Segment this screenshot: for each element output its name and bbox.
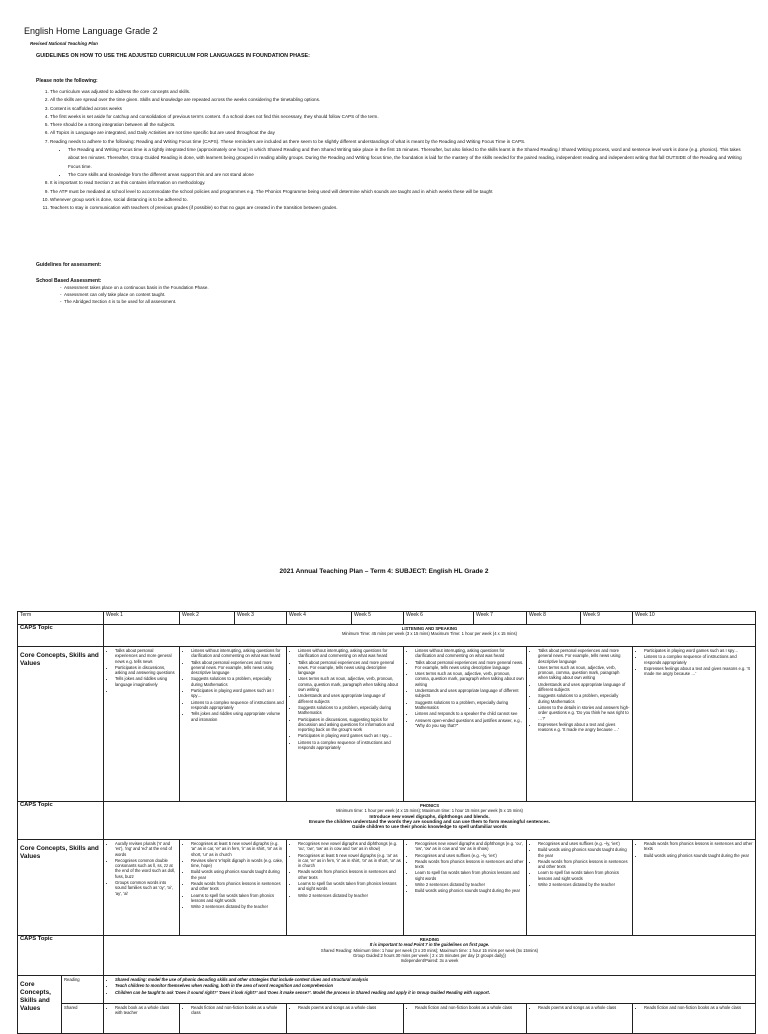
listening-item: • Listens to the details in stories and answers high-order questions e.g. 'Do you think he was right to …?': [538, 705, 630, 721]
reading-week10: [633, 1004, 756, 1034]
phonics-line: Introduce new vowel digraphs, diphthongs and blends.: [369, 813, 490, 819]
listening-item: • Answers open-ended questions and justifies answer, e.g., "Why do you say that?": [415, 718, 524, 729]
core-concepts-label: Core Concepts, Skills and Values: [18, 840, 104, 936]
reading-weekly-row: [18, 1004, 756, 1034]
assessment-heading: Guidelines for assessment:: [36, 262, 102, 268]
listening-content-row: [18, 647, 756, 802]
phonics-item: • Recognises at least 5 new vowel digraphs (e.g. 'ar' as in car, 'er' as in fern, 'ir' as in shirt, 'or' as in short, 'ur' as in church: [191, 841, 284, 857]
reading-item: • Reads fiction and non-fiction books as a whole class: [644, 1005, 753, 1010]
listening-item: • Listens without interrupting, asking questions for clarification and commenting on what was heard: [415, 648, 524, 659]
listening-item: • Talks about personal experiences and more general news. For example, tells news using descriptive language: [191, 660, 284, 676]
listening-item: • Talks about personal experiences and more general news. For example, tells news using descriptive language: [415, 660, 524, 671]
reading-week2-3: [180, 1004, 287, 1034]
reading-topic-row: [18, 936, 756, 976]
note-item: 2. All the skills are spread over the time given. Skills and knowledge are repeated across the weeks considering the timetabling options.: [50, 96, 750, 104]
listening-item: • Uses terms such as noun, adjective, verb, pronoun, comma, question mark, paragraph when talking about own writing: [298, 676, 401, 692]
listening-week2-3: [180, 647, 287, 802]
term-label: Term: [18, 612, 104, 625]
shared-reading-item: • Shared reading: model the use of phonic decoding skills and other strategies that include context clues and structural analysis: [115, 977, 753, 982]
shared-reading-item: • Teach children to monitor themselves when reading, both in the area of word recognition and comprehension: [115, 983, 753, 988]
reading-week4-5: [287, 1004, 404, 1034]
listening-item: • Understands and uses appropriate language of different subjects: [415, 688, 524, 699]
note-item: 5. There should be a strong integration between all the subjects.: [50, 121, 750, 129]
listening-topic-row: [18, 625, 756, 647]
phonics-item: • Write 2 sentences dictated by the teacher: [538, 882, 630, 887]
listening-week1: [104, 647, 180, 802]
reading-week8-9: [527, 1004, 633, 1034]
week-header: Week 5: [352, 612, 404, 625]
sba-heading: School Based Assessment:: [36, 278, 102, 284]
phonics-item: • Reads words from phonics lessons in sentences and other texts: [644, 841, 753, 852]
caps-topic-label: CAPS Topic: [18, 936, 104, 976]
note-item: 4. The first weeks is set aside for catchup and consolidation of previous term's content. If a school does not find this necessary, they should follow CAPS of the term.: [50, 113, 750, 121]
phonics-item: • Write 2 sentences dictated by teacher: [415, 882, 524, 887]
phonics-item: • Learn to spell fan words taken from phonics lessons and sight words: [415, 870, 524, 881]
reading-title: READING: [419, 937, 440, 942]
phonics-item: • Build words using phonics sounds taught during the year: [415, 888, 524, 893]
header-row: [18, 612, 756, 625]
listening-week6-7: [404, 647, 527, 802]
week-header: Week 3: [235, 612, 287, 625]
phonics-topic: [104, 802, 756, 840]
sba-item: - Assessment takes place on a continuous basis in the Foundation Phase.: [64, 285, 209, 292]
phonics-item: • Aurally revises plurals ('s' and 'es'), 'ing' and 'ed' at the end of words: [115, 841, 177, 857]
listening-item: • Participates in discussions, suggesting topics for discussion and asking questions for information and reporting back on the group's work: [298, 717, 401, 733]
reading-shared-row: [18, 976, 756, 1004]
listening-item: • Participates in playing word games such as I spy…: [644, 648, 753, 653]
phonics-item: • Revises silent 'e'/split digraph in words (e.g. cake, time, hope): [191, 858, 284, 869]
document-subtitle: Revised National Teaching Plan: [30, 41, 98, 46]
listening-item: • Uses terms such as noun, adjective, verb, pronoun, comma, question mark, paragraph when talking about own writing: [415, 671, 524, 687]
reading-topic: [104, 936, 756, 976]
listening-item: • Listens without interrupting, asking questions for clarification and commenting on what was heard: [191, 648, 284, 659]
phonics-item: • Learn to spell fan words taken from phonics lessons and sight words: [538, 870, 630, 881]
week-header: Week 8: [527, 612, 581, 625]
reading-week6-7: [404, 1004, 527, 1034]
reading-item: • Reads fiction and non-fiction books as a whole class: [191, 1005, 284, 1016]
listening-item: • Tells jokes and riddles using appropriate volume and intonation: [191, 711, 284, 722]
note-item: 9. The ATP must be mediated at school level to accommodate the school policies and programmes e.g. The Phonics Programme being used will determine which sounds are taught and in which weeks these will be taught: [50, 188, 750, 196]
phonics-week10: [633, 840, 756, 936]
phonics-week8-9: [527, 840, 633, 936]
week-header: Week 7: [474, 612, 527, 625]
listening-item: • Expresses feelings about a text and gives reasons e.g. 'It made me angry because …': [538, 722, 630, 733]
phonics-item: • Build words using phonics sounds taught during the year: [191, 869, 284, 880]
caps-topic-label: CAPS Topic: [18, 802, 104, 840]
reading-time: Shared Reading: Minimum time: 1 hour per week (3 x 20 mins); Maximum time: 1 hour 15 mins per week (5x 15mins): [320, 947, 539, 953]
sba-item: - Assessment can only take place on content taught.: [64, 292, 209, 299]
phonics-item: • Recognises common double consonants such as ll, ss, zz at the end of the word such as doll, fuss, buzz: [115, 858, 177, 879]
listening-item: [115, 688, 177, 693]
shared-reading-notes: [104, 976, 756, 1004]
listening-time: Minimum Time: 45 mins per week (3 x 15 mins) Maximum Time: 1 hour per week (4 x 15 mins): [342, 631, 517, 637]
listening-item: • Listens to a complex sequence of instructions and responds appropriately: [191, 700, 284, 711]
phonics-week6-7: [404, 840, 527, 936]
listening-item: • Listens to a complex sequence of instructions and responds appropriately: [298, 740, 401, 751]
listening-item: • Listens and responds to a speaker the child cannot see: [415, 711, 524, 716]
reading-item: • Reads fiction and non-fiction books as a whole class: [415, 1005, 524, 1010]
listening-item: • Suggests solutions to a problem, especially during Mathematics: [538, 693, 630, 704]
notes-heading: Please note the following:: [36, 78, 98, 84]
phonics-line: Guide children to use their phonic knowledge to spell unfamiliar words: [352, 824, 507, 830]
week-header: Week 6: [404, 612, 474, 625]
reading-item: • Reads poems and songs as a whole class: [298, 1005, 401, 1010]
listening-item: • Suggests solutions to a problem, especially during Mathematics: [298, 705, 401, 716]
listening-item: • Talks about personal experiences and more general news e.g. tells news: [115, 648, 177, 664]
phonics-item: • Write 2 sentences dictated by the teacher: [191, 904, 284, 909]
reading-week1: [104, 1004, 180, 1034]
listening-item: • Suggests solutions to a problem, especially during Mathematics: [191, 676, 284, 687]
phonics-item: • Recognises new vowel digraphs and diphthongs (e.g. 'ou', 'ow', 'ow' as in cow and 'ow' as in show): [415, 841, 524, 852]
listening-item: • Uses terms such as noun, adjective, verb, pronoun, comma, question mark, paragraph when talking about own writing: [538, 665, 630, 681]
phonics-week1: [104, 840, 180, 936]
listening-week10: [633, 647, 756, 802]
phonics-item: • Recognises and uses suffixes (e.g. –ly, 'ies'): [415, 853, 524, 858]
week-header: Week 10: [633, 612, 756, 625]
sba-item: - The Abridged Section 4 is to be used for all assessment.: [64, 299, 209, 306]
phonics-item: • Learns to spell fan words taken from phonics lessons and sight words: [298, 881, 401, 892]
listening-item: • Listens to a complex sequence of instructions and responds appropriately: [644, 654, 753, 665]
phonics-item: • Recognises at least 5 new vowel digraphs (e.g. 'ar' as in car, 'er' as in fern, 'ir' as in shirt, 'or' as in short, 'ur' as in church: [298, 853, 401, 869]
phonics-time: Minimum time: 1 hour per week (4 x 15 mins); Maximum time: 1 hour 15 mins per week (5 x 15 mins): [336, 808, 523, 814]
phonics-week2-3: [180, 840, 287, 936]
listening-item: • Expresses feelings about a text and gives reasons e.g. 'It made me angry because …': [644, 666, 753, 677]
caps-topic-label: CAPS Topic: [18, 625, 104, 647]
reading-independent-time: Independent/Paired: 3x a week: [400, 958, 459, 964]
shared-reading-item: • Children can be taught to ask 'Does it sound right?' 'Does it look right?' and 'Does it make sense?'. Model the process in Shared reading and apply it in Group Guided Reading with support.: [115, 990, 753, 995]
listening-item: • Talks about personal experiences and more general news. For example, tells news using descriptive language: [298, 660, 401, 676]
shared-label: Shared: [62, 1004, 104, 1034]
note-item: 6. All Topics in Language are integrated, and Daily Activities are not time specific but are used throughout the day: [50, 129, 750, 137]
phonics-title: PHONICS: [419, 803, 440, 808]
reading-item: • Reads poems and songs as a whole class: [538, 1005, 630, 1010]
listening-item: • Suggests solutions to a problem, especially during Mathematics: [415, 700, 524, 711]
phonics-item: • Reads words from phonics lessons in sentences and other texts: [298, 869, 401, 880]
reading-item: • Reads book as a whole class with teacher: [115, 1005, 177, 1016]
listening-item: • Understands and uses appropriate language of different subjects: [538, 682, 630, 693]
note-item: 8. It is important to read Section 2 as this contains information on methodology.: [50, 179, 750, 187]
plan-title: 2021 Annual Teaching Plan – Term 4: SUBJECT: English HL Grade 2: [279, 568, 489, 575]
week-header: Week 1: [104, 612, 180, 625]
listening-item: • Listens without interrupting, asking questions for clarification and commenting on what was heard: [298, 648, 401, 659]
listening-title: LISTENING AND SPEAKING: [401, 626, 458, 631]
listening-item: • Talks about personal experiences and more general news. For example, tells news using descriptive language: [538, 648, 630, 664]
note-item: 11. Teachers to stay in communication with teachers of previous grades (if possible) so that no gaps are created in the transition between grades.: [50, 204, 750, 212]
listening-item: • Tells jokes and riddles using language imaginatively: [115, 676, 177, 687]
shared-reading-label: Reading: [62, 976, 104, 1004]
note-item: 3. Content is scaffolded across weeks: [50, 105, 750, 113]
core-concepts-label: Core Concepts, Skills and Values: [18, 647, 104, 802]
phonics-item: • Build words using phonics sounds taught during the year: [538, 847, 630, 858]
phonics-week4-5: [287, 840, 404, 936]
reading-note: It is important to read Point 7 in the guidelines on first page.: [369, 942, 490, 948]
phonics-line: Ensure the children understand the words they are sounding and can use them to form meaningful sentences.: [309, 818, 550, 824]
listening-topic: [104, 625, 756, 647]
note-item-text: Reading needs to adhere to the following: Reading and Writing Focus time (CAPS). These reminders are included as there seem to be slightly different understandings of what is meant by the Reading and Writing Focus Time in CAPS.: [50, 138, 526, 144]
listening-item: • Participates in discussions, asking and answering questions: [115, 665, 177, 676]
phonics-content-row: [18, 840, 756, 936]
teaching-plan-table: [17, 611, 756, 1034]
phonics-item: • Reads words from phonics lessons in sentences and other texts: [415, 859, 524, 870]
phonics-item: • Recognises new vowel digraphs and diphthongs (e.g. 'ou', 'ow', 'ow' as in cow and 'ow' as in show): [298, 841, 401, 852]
phonics-item: • Build words using phonics sounds taught during the year: [644, 853, 753, 858]
note-item: 1. The curriculum was adjusted to address the core concepts and skills.: [50, 88, 750, 96]
phonics-topic-row: [18, 802, 756, 840]
reading-group-time: Group Guided:2 hours 30 mins per week ( 2 x 15 minutes per day (2 groups daily)): [353, 952, 506, 958]
week-header: Week 4: [287, 612, 352, 625]
phonics-item: • Learns to spell fan words taken from phonics lessons and sight words: [191, 893, 284, 904]
sba-list: [52, 285, 209, 305]
phonics-item: • Recognises and uses suffixes (e.g. –ly, 'ies'): [538, 841, 630, 846]
listening-item: • Understands and uses appropriate language of different subjects: [298, 693, 401, 704]
phonics-item: • Reads words from phonics lessons in sentences and other texts: [191, 881, 284, 892]
note-sub-item: • The Reading and Writing Focus time is a tightly integrated time (approximately one hour) in which Shared Reading and then Shared Writing take place in the first 15 minutes. Thereafter, but also linked to the skills learnt in the Shared Reading / Shared Writing process, word and sentence level work is done (e.g. phonics). This takes about ten minutes. Thereafter, Group Guided Reading is done, with learners being grouped in reading ability groups. During the Reading and Writing focus time, the foundation is laid for the mastery of the skills needed for the paired reading, independent reading and independent writing that fall OUTSIDE of the Reading and Writing Focus time.: [68, 146, 750, 171]
note-sub-list: [50, 146, 750, 179]
phonics-item: • Reads words from phonics lessons in sentences and other texts: [538, 859, 630, 870]
phonics-item: • Groups common words into sound families such as 'oy', 'oi', 'ay', 'ai': [115, 880, 177, 896]
week-header: Week 2: [180, 612, 235, 625]
document-title: English Home Language Grade 2: [24, 26, 158, 36]
listening-week4-5: [287, 647, 404, 802]
week-header: Week 9: [581, 612, 633, 625]
note-item: [50, 138, 750, 179]
listening-week8-9: [527, 647, 633, 802]
listening-item: • Participates in playing word games such as I spy…: [191, 688, 284, 699]
note-item: 10. Whenever group work is done, social distancing is to be adhered to.: [50, 196, 750, 204]
core-concepts-label: Core Concepts, Skills and Values: [18, 976, 62, 1034]
notes-list: [36, 88, 750, 212]
phonics-item: • Write 2 sentences dictated by teacher: [298, 893, 401, 898]
note-sub-item: • The Core skills and knowledge from the different areas support this and are not stand alone: [68, 171, 750, 179]
guidelines-heading: GUIDELINES ON HOW TO USE THE ADJUSTED CURRICULUM FOR LANGUAGES IN FOUNDATION PHASE:: [36, 53, 310, 59]
listening-item: • Participates in playing word games such as I spy…: [298, 733, 401, 738]
